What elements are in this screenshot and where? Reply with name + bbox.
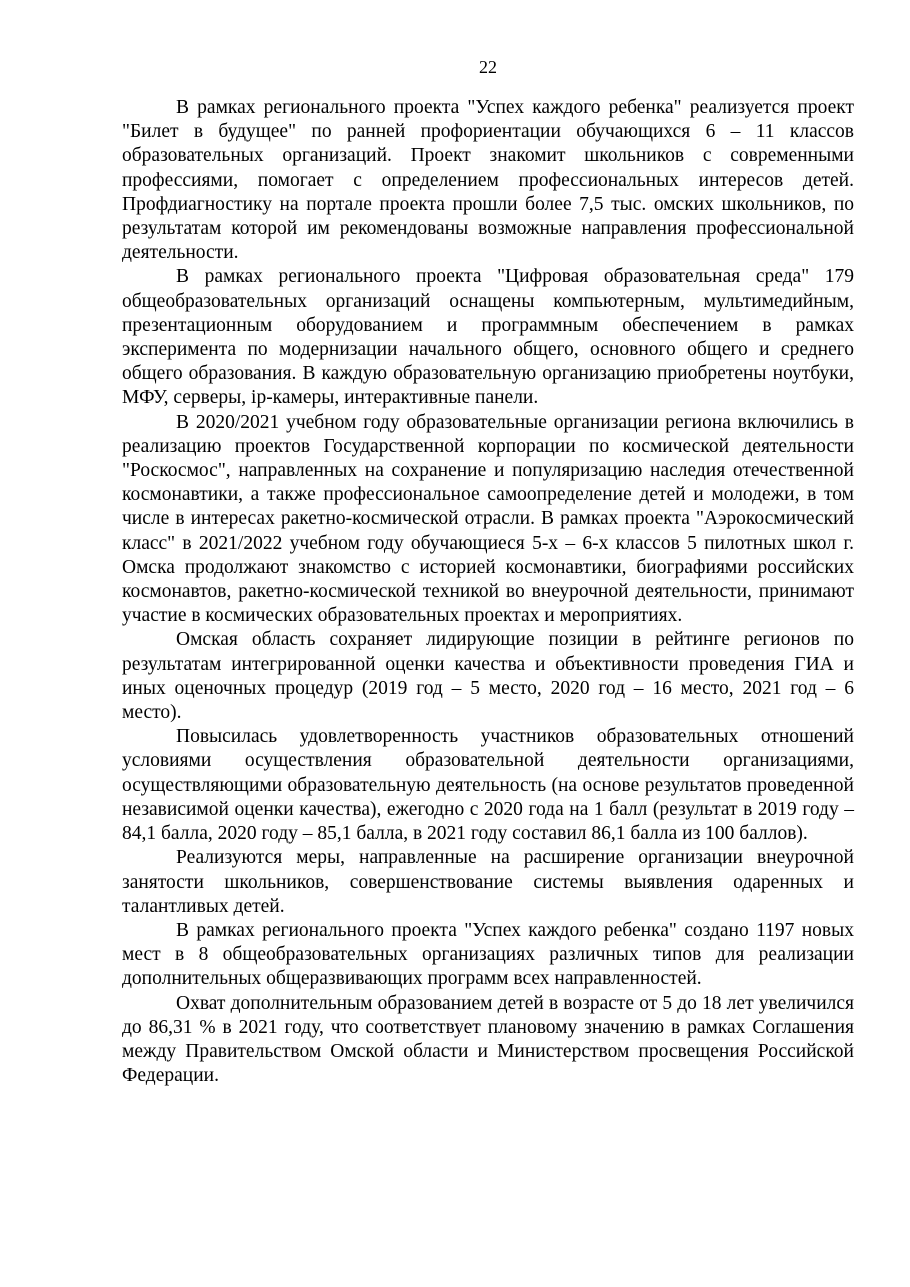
paragraph-digital-environment: В рамках регионального проекта "Цифровая образовательная среда" 179 общеобразовательных организаций оснащены компьютерным, мультимедийным, презентационным оборудованием и программным обеспечением в рамках эксперимента по модернизации начального общего, основного общего и среднего общего образования. В каждую образовательную организацию приобретены ноутбуки, МФУ, серверы, ip-камеры, интерактивные панели. [122,266,854,409]
paragraph-ticket-to-future: В рамках регионального проекта "Успех каждого ребенка" реализуется проект "Билет в будущее" по ранней профориентации обучающихся 6 – 11 классов образовательных организаций. Проект знакомит школьников с современными профессиями, помогает с определением профессиональных интересов детей. Профдиагностику на портале проекта прошли более 7,5 тыс. омских школьников, по результатам которой им рекомендованы возможные направления профессиональной деятельности. [122,97,854,264]
paragraph-roscosmos: В 2020/2021 учебном году образовательные организации региона включились в реализацию проектов Государственной корпорации по космической деятельности "Роскосмос", направленных на сохранение и популяризацию наследия отечественной космонавтики, а также профессиональное самоопределение детей и молодежи, в том числе в интересах ракетно-космической отрасли. В рамках проекта "Аэрокосмический класс" в 2021/2022 учебном году обучающиеся 5-х – 6-х классов 5 пилотных школ г. Омска продолжают знакомство с историей космонавтики, биографиями российских космонавтов, ракетно-космической техникой во внеурочной деятельности, принимают участие в космических образовательных проектах и мероприятиях. [122,411,854,627]
paragraph-new-places: В рамках регионального проекта "Успех каждого ребенка" создано 1197 новых мест в 8 общеобразовательных организациях различных типов для реализации дополнительных общеразвивающих программ всех направленностей. [122,919,854,990]
page-number: 22 [479,57,497,77]
paragraph-extracurricular: Реализуются меры, направленные на расширение организации внеурочной занятости школьников, совершенствование системы выявления одаренных и талантливых детей. [122,847,854,917]
paragraph-satisfaction: Повысилась удовлетворенность участников образовательных отношений условиями осуществления образовательной деятельности организациями, осуществляющими образовательную деятельность (на основе результатов проведенной независимой оценки качества), ежегодно с 2020 года на 1 балл (результат в 2019 году – 84,1 балла, 2020 году – 85,1 балла, в 2021 году составил 86,1 балла из 100 баллов). [122,726,854,845]
page-content [122,96,854,1088]
paragraph-coverage: Охват дополнительным образованием детей в возрасте от 5 до 18 лет увеличился до 86,31 % в 2021 году, что соответствует плановому значению в рамках Соглашения между Правительством Омской области и Министерством просвещения Российской Федерации. [122,992,854,1087]
paragraph-gia-rating: Омская область сохраняет лидирующие позиции в рейтинге регионов по результатам интегрированной оценки качества и объективности проведения ГИА и иных оценочных процедур (2019 год – 5 место, 2020 год – 16 место, 2021 год – 6 место). [122,629,854,724]
